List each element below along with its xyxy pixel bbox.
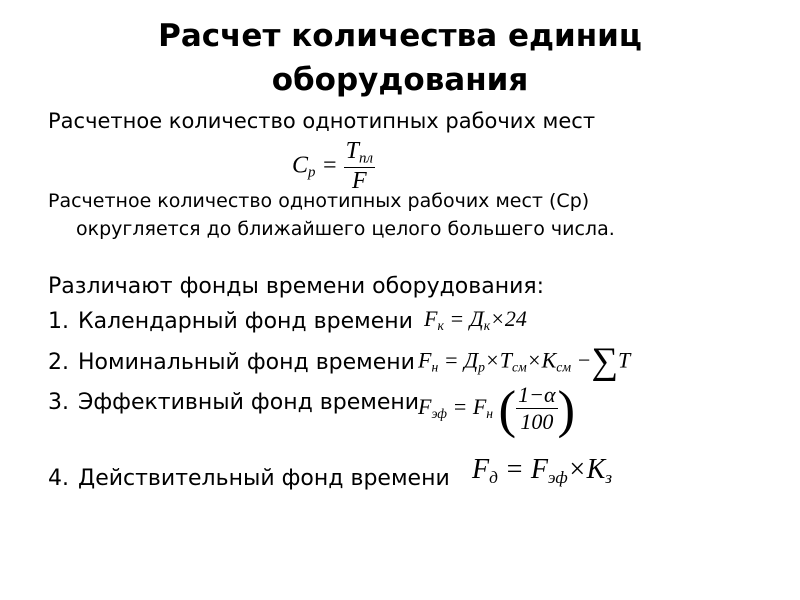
formula-feff-lhs: F [418, 393, 432, 419]
formula-fk-rhs: Д [469, 306, 484, 331]
formula-fd-a: F [530, 454, 548, 485]
formula-fd-lhs: F [472, 454, 490, 485]
paragraph-rounding-line-2: округляется до ближайшего целого большего числа. [76, 218, 615, 240]
formula-cp-lhs-sub: p [308, 164, 316, 181]
formula-fn-b: ×T [484, 347, 512, 373]
list-item-text: Номинальный фонд времени [78, 350, 415, 375]
paragraph-rounding-line-1: Расчетное количество однотипных рабочих мест (Ср) [48, 190, 590, 212]
formula-fd-a-sub: эф [547, 468, 568, 488]
list-item [48, 466, 450, 491]
formula-feff-den: 100 [520, 409, 554, 435]
formula-fn-t: T [618, 347, 631, 373]
formula-cp-fraction [344, 138, 375, 195]
formula-fn-minus: − [576, 347, 592, 373]
formula-fk-lhs: F [424, 306, 438, 331]
right-paren-icon: ) [557, 381, 576, 439]
left-paren-icon: ( [498, 381, 517, 439]
formula-effective-fund [418, 380, 575, 440]
formula-fn-eq: = [443, 347, 459, 373]
formula-cp [292, 138, 375, 195]
formula-fd-lhs-sub: д [489, 468, 498, 488]
list-item [48, 309, 413, 334]
formula-fn-b-sub: см [511, 359, 527, 375]
formula-fk-eq: = [449, 306, 465, 331]
formula-fn-lhs-sub: н [431, 359, 439, 375]
slide-title [60, 14, 740, 102]
formula-fn-a: Д [464, 347, 479, 373]
list-item-text: Календарный фонд времени [78, 309, 413, 334]
formula-fk-lhs-sub: к [437, 318, 444, 334]
formula-cp-den: F [351, 168, 367, 195]
formula-fd-b: ×K [567, 454, 606, 485]
formula-feff-num: 1−α [518, 382, 556, 408]
formula-fn-c-sub: см [556, 359, 572, 375]
formula-feff-eq: = [452, 393, 468, 419]
formula-feff-lhs-sub: эф [431, 405, 447, 421]
list-item-number: 3. [48, 390, 69, 415]
formula-fn-a-sub: р [478, 359, 485, 375]
title-line-2: оборудования [271, 62, 529, 98]
list-item-number: 4. [48, 466, 69, 491]
list-item [48, 390, 419, 415]
formula-fn-c: ×K [526, 347, 557, 373]
list-item-number: 1. [48, 309, 69, 334]
formula-cp-num: T [345, 138, 360, 164]
formula-cp-lhs: C [292, 152, 309, 179]
formula-feff-rhs: F [472, 393, 487, 419]
list-item-text: Действительный фонд времени [78, 466, 450, 491]
formula-fd-eq: = [504, 454, 524, 485]
formula-feff-fraction [516, 382, 557, 435]
list-item-text: Эффективный фонд времени [78, 390, 420, 415]
formula-actual-fund [472, 454, 612, 488]
title-line-1: Расчет количества единиц [158, 18, 642, 54]
formula-fk-times: ×24 [490, 306, 527, 331]
formula-fd-b-sub: з [605, 468, 613, 488]
list-item-number: 2. [48, 350, 69, 375]
formula-fk-rhs-sub: к [483, 318, 491, 334]
formula-calendar-fund [424, 306, 527, 334]
formula-feff-rhs-sub: н [486, 405, 494, 421]
paragraph-time-funds: Различают фонды времени оборудования: [48, 274, 545, 299]
sum-icon: ∑ [591, 341, 619, 382]
formula-cp-eq: = [321, 152, 338, 179]
formula-cp-num-sub: пл [359, 150, 373, 167]
list-item [48, 350, 415, 375]
formula-fn-lhs: F [418, 347, 432, 373]
paragraph-calculated-count: Расчетное количество однотипных рабочих мест [48, 109, 596, 133]
formula-nominal-fund [418, 340, 630, 383]
